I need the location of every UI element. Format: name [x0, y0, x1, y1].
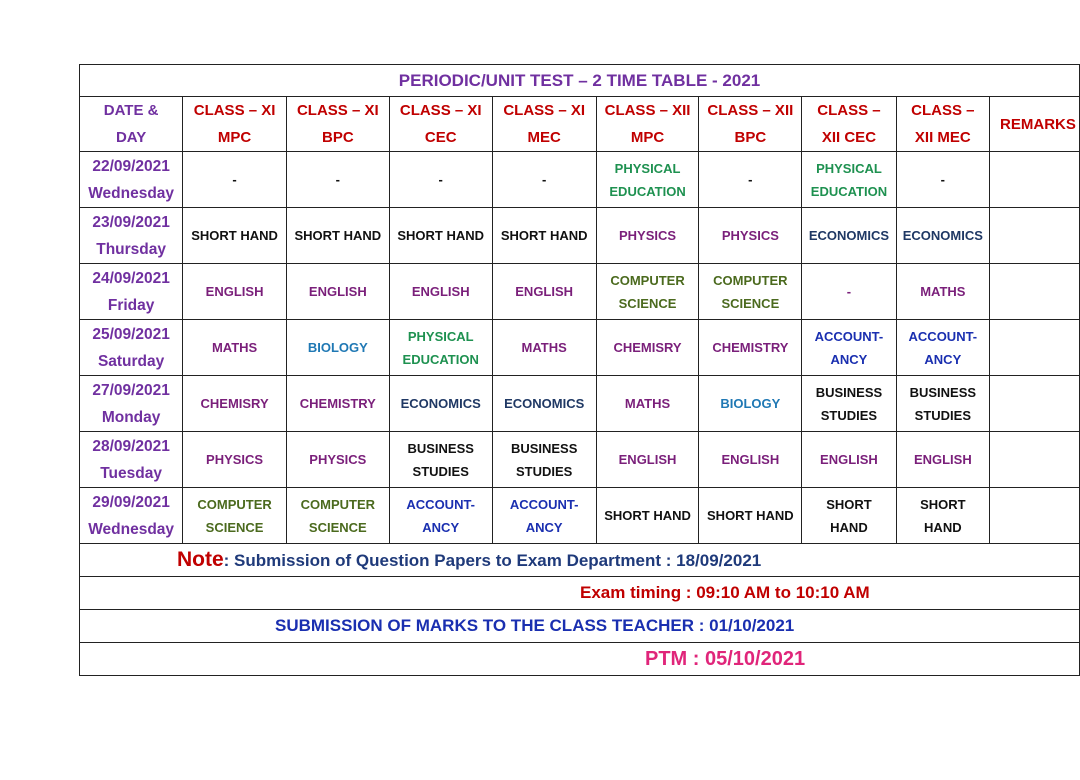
- subject-cell: [286, 376, 389, 432]
- subject-cell: [286, 320, 389, 376]
- remarks-cell: [990, 376, 1080, 432]
- subject-text: BUSINESS: [510, 440, 578, 456]
- class-header-3: [492, 97, 596, 152]
- subject-cell: [896, 208, 989, 264]
- class-header-line: CLASS – XI: [296, 102, 379, 119]
- subject-text: SHORT HAND: [191, 228, 278, 243]
- subject-text: EDUCATION: [609, 183, 686, 199]
- subject-cell: [286, 208, 389, 264]
- subject-text: ENGLISH: [820, 452, 878, 467]
- subject-text: ANCY: [422, 519, 460, 535]
- subject-text: -: [846, 284, 852, 299]
- class-header-1: [286, 97, 389, 152]
- subject-text: STUDIES: [412, 463, 469, 479]
- subject-cell: [389, 432, 492, 488]
- subject-cell: [492, 320, 596, 376]
- subject-cell: [596, 432, 699, 488]
- subject-text: CHEMISTRY: [712, 340, 789, 355]
- title-text: PERIODIC/UNIT TEST – 2 TIME TABLE - 2021: [398, 70, 761, 90]
- exam-date: 22/09/2021: [92, 157, 170, 175]
- class-header-line: CLASS – XI: [503, 102, 586, 119]
- subject-text: SCIENCE: [721, 295, 780, 311]
- table-row: [80, 208, 1080, 264]
- exam-date: 23/09/2021: [92, 213, 170, 231]
- marks-submission-row: [80, 610, 1080, 643]
- subject-cell: [596, 320, 699, 376]
- subject-cell: [802, 488, 896, 544]
- subject-cell: [802, 320, 896, 376]
- subject-text: MATHS: [624, 396, 671, 411]
- subject-text: ACCOUNT-: [406, 496, 476, 512]
- subject-text: ENGLISH: [913, 452, 972, 467]
- subject-text: SHORT: [920, 496, 966, 512]
- subject-cell: [286, 264, 389, 320]
- subject-text: ECONOMICS: [504, 396, 585, 411]
- subject-cell: [492, 152, 596, 208]
- subject-text: MATHS: [211, 340, 258, 355]
- subject-cell: [183, 376, 287, 432]
- subject-cell: [596, 376, 699, 432]
- subject-text: HAND: [924, 519, 962, 535]
- subject-cell: [389, 152, 492, 208]
- subject-text: COMPUTER: [610, 272, 685, 288]
- table-row: [80, 264, 1080, 320]
- exam-timing-label: Exam timing :: [580, 583, 692, 602]
- subject-cell: [896, 152, 989, 208]
- subject-text: BUSINESS: [407, 440, 474, 456]
- subject-text: EDUCATION: [810, 183, 888, 199]
- ptm-row: [80, 643, 1080, 676]
- subject-text: ACCOUNT-: [908, 328, 978, 344]
- date-cell: [80, 376, 183, 432]
- subject-text: COMPUTER: [197, 496, 272, 512]
- class-header-5: [699, 97, 802, 152]
- subject-cell: [183, 488, 287, 544]
- class-header-line: XII MEC: [914, 129, 971, 146]
- class-header-line: MPC: [217, 129, 252, 146]
- class-header-line: MPC: [630, 129, 665, 146]
- subject-cell: [802, 264, 896, 320]
- subject-text: SHORT HAND: [294, 228, 382, 243]
- class-header-line: CLASS – XI: [399, 102, 482, 119]
- exam-day: Tuesday: [100, 464, 162, 482]
- subject-text: PHYSICS: [309, 452, 367, 467]
- subject-cell: [183, 152, 287, 208]
- subject-text: -: [232, 172, 237, 187]
- class-header-line: CLASS –: [911, 102, 975, 119]
- table-row: [80, 152, 1080, 208]
- subject-cell: [896, 488, 989, 544]
- subject-cell: [896, 320, 989, 376]
- subject-text: HAND: [830, 519, 868, 535]
- date-cell: [80, 488, 183, 544]
- remarks-header: REMARKS: [990, 97, 1080, 152]
- subject-cell: [183, 320, 287, 376]
- subject-text: PHYSICS: [206, 452, 264, 467]
- class-header-4: [596, 97, 699, 152]
- subject-text: STUDIES: [820, 407, 878, 423]
- subject-text: COMPUTER: [713, 272, 788, 288]
- subject-text: ACCOUNT-: [814, 328, 884, 344]
- remarks-cell: [990, 152, 1080, 208]
- subject-text: MATHS: [920, 284, 966, 299]
- subject-text: -: [748, 172, 753, 187]
- subject-text: SHORT HAND: [604, 508, 691, 523]
- exam-date: 28/09/2021: [92, 437, 170, 455]
- subject-text: ENGLISH: [618, 452, 677, 467]
- class-header-6: [802, 97, 896, 152]
- remarks-cell: [990, 432, 1080, 488]
- subject-cell: [183, 264, 287, 320]
- subject-cell: [699, 432, 802, 488]
- subject-text: BIOLOGY: [720, 396, 781, 411]
- subject-text: ENGLISH: [411, 284, 470, 299]
- class-header-line: MEC: [527, 129, 561, 146]
- class-header-line: CLASS – XI: [193, 102, 276, 119]
- exam-date: 25/09/2021: [92, 325, 170, 343]
- day-header-line: DAY: [115, 129, 147, 146]
- subject-cell: [389, 208, 492, 264]
- subject-text: SCIENCE: [618, 295, 677, 311]
- date-cell: [80, 432, 183, 488]
- subject-text: SHORT: [826, 496, 872, 512]
- subject-text: PHYSICAL: [816, 160, 882, 176]
- exam-day: Monday: [101, 408, 161, 426]
- subject-cell: [699, 488, 802, 544]
- subject-cell: [286, 152, 389, 208]
- subject-cell: [492, 208, 596, 264]
- exam-timing-row: [80, 577, 1080, 610]
- exam-date: 27/09/2021: [92, 381, 170, 399]
- subject-cell: [596, 152, 699, 208]
- header-row: [80, 97, 1080, 152]
- table-title: [80, 65, 1080, 97]
- subject-cell: [802, 432, 896, 488]
- subject-text: COMPUTER: [300, 496, 376, 512]
- subject-text: SHORT HAND: [707, 508, 794, 523]
- subject-text: -: [438, 172, 443, 187]
- class-header-line: CEC: [424, 129, 457, 146]
- exam-day: Saturday: [97, 352, 165, 370]
- class-header-line: BPC: [734, 129, 767, 146]
- date-day-header: [80, 97, 183, 152]
- subject-text: -: [335, 172, 340, 187]
- exam-timing-value: 09:10 AM to 10:10 AM: [696, 583, 870, 602]
- subject-text: MATHS: [521, 340, 567, 355]
- subject-cell: [286, 488, 389, 544]
- class-header-line: CLASS – XII: [707, 102, 794, 119]
- subject-text: ANCY: [924, 351, 962, 367]
- class-header-line: XII CEC: [821, 129, 877, 146]
- date-cell: [80, 208, 183, 264]
- ptm-text: PTM : 05/10/2021: [645, 647, 806, 670]
- exam-day: Friday: [107, 296, 155, 314]
- subject-cell: [699, 264, 802, 320]
- subject-text: BIOLOGY: [307, 340, 368, 355]
- exam-date: 29/09/2021: [92, 493, 170, 511]
- subject-text: CHEMISTRY: [299, 396, 376, 411]
- subject-cell: [492, 488, 596, 544]
- class-header-line: CLASS –: [817, 102, 881, 119]
- timetable: [79, 64, 1080, 676]
- class-header-2: [389, 97, 492, 152]
- class-header-line: BPC: [321, 129, 354, 146]
- subject-cell: [896, 264, 989, 320]
- exam-day: Wednesday: [88, 520, 175, 538]
- subject-text: ENGLISH: [205, 284, 264, 299]
- class-header-0: [183, 97, 287, 152]
- subject-cell: [492, 376, 596, 432]
- subject-cell: [596, 264, 699, 320]
- subject-text: PHYSICAL: [614, 160, 681, 176]
- remarks-cell: [990, 208, 1080, 264]
- subject-text: CHEMISRY: [200, 396, 269, 411]
- subject-cell: [699, 152, 802, 208]
- subject-text: SCIENCE: [308, 519, 367, 535]
- subject-text: SCIENCE: [205, 519, 264, 535]
- subject-cell: [896, 432, 989, 488]
- subject-cell: [389, 320, 492, 376]
- class-header-7: [896, 97, 989, 152]
- subject-text: ANCY: [830, 351, 868, 367]
- table-row: [80, 376, 1080, 432]
- note-row: [80, 544, 1080, 577]
- subject-cell: [802, 376, 896, 432]
- marks-submission-text: SUBMISSION OF MARKS TO THE CLASS TEACHER : 01/10/2021: [275, 616, 795, 635]
- remarks-cell: [990, 264, 1080, 320]
- subject-cell: [183, 432, 287, 488]
- exam-date: 24/09/2021: [92, 269, 170, 287]
- subject-text: PHYSICS: [721, 228, 779, 243]
- note-label: Note: [177, 548, 224, 571]
- exam-day: Wednesday: [88, 184, 175, 202]
- subject-cell: [596, 208, 699, 264]
- subject-text: PHYSICS: [619, 228, 677, 243]
- date-header-line: DATE &: [103, 102, 159, 119]
- subject-text: STUDIES: [516, 463, 573, 479]
- date-cell: [80, 320, 183, 376]
- subject-cell: [492, 264, 596, 320]
- subject-text: ECONOMICS: [400, 396, 481, 411]
- subject-cell: [183, 208, 287, 264]
- subject-cell: [802, 152, 896, 208]
- subject-cell: [286, 432, 389, 488]
- subject-cell: [699, 208, 802, 264]
- subject-cell: [699, 376, 802, 432]
- subject-text: PHYSICAL: [407, 328, 474, 344]
- subject-text: SHORT HAND: [397, 228, 485, 243]
- subject-text: SHORT HAND: [500, 228, 588, 243]
- remarks-cell: [990, 488, 1080, 544]
- date-cell: [80, 264, 183, 320]
- subject-text: EDUCATION: [402, 351, 479, 367]
- subject-text: ENGLISH: [721, 452, 780, 467]
- subject-text: -: [542, 172, 547, 187]
- subject-cell: [596, 488, 699, 544]
- table-row: [80, 320, 1080, 376]
- subject-text: ANCY: [525, 519, 563, 535]
- subject-text: ECONOMICS: [808, 228, 890, 243]
- subject-cell: [389, 264, 492, 320]
- subject-text: ENGLISH: [308, 284, 367, 299]
- subject-cell: [802, 208, 896, 264]
- remarks-cell: [990, 320, 1080, 376]
- subject-text: BUSINESS: [815, 384, 883, 400]
- table-row: [80, 488, 1080, 544]
- subject-text: ACCOUNT-: [509, 496, 579, 512]
- class-header-line: CLASS – XII: [604, 102, 691, 119]
- subject-cell: [896, 376, 989, 432]
- subject-cell: [699, 320, 802, 376]
- subject-cell: [492, 432, 596, 488]
- note-text: : Submission of Question Papers to Exam Department : 18/09/2021: [223, 551, 762, 570]
- subject-text: ECONOMICS: [902, 228, 983, 243]
- date-cell: [80, 152, 183, 208]
- table-row: [80, 432, 1080, 488]
- subject-text: STUDIES: [914, 407, 971, 423]
- subject-text: CHEMISRY: [613, 340, 682, 355]
- subject-text: ENGLISH: [515, 284, 574, 299]
- subject-cell: [389, 488, 492, 544]
- exam-day: Thursday: [96, 240, 166, 258]
- subject-cell: [389, 376, 492, 432]
- subject-text: BUSINESS: [909, 384, 977, 400]
- subject-text: -: [940, 172, 945, 187]
